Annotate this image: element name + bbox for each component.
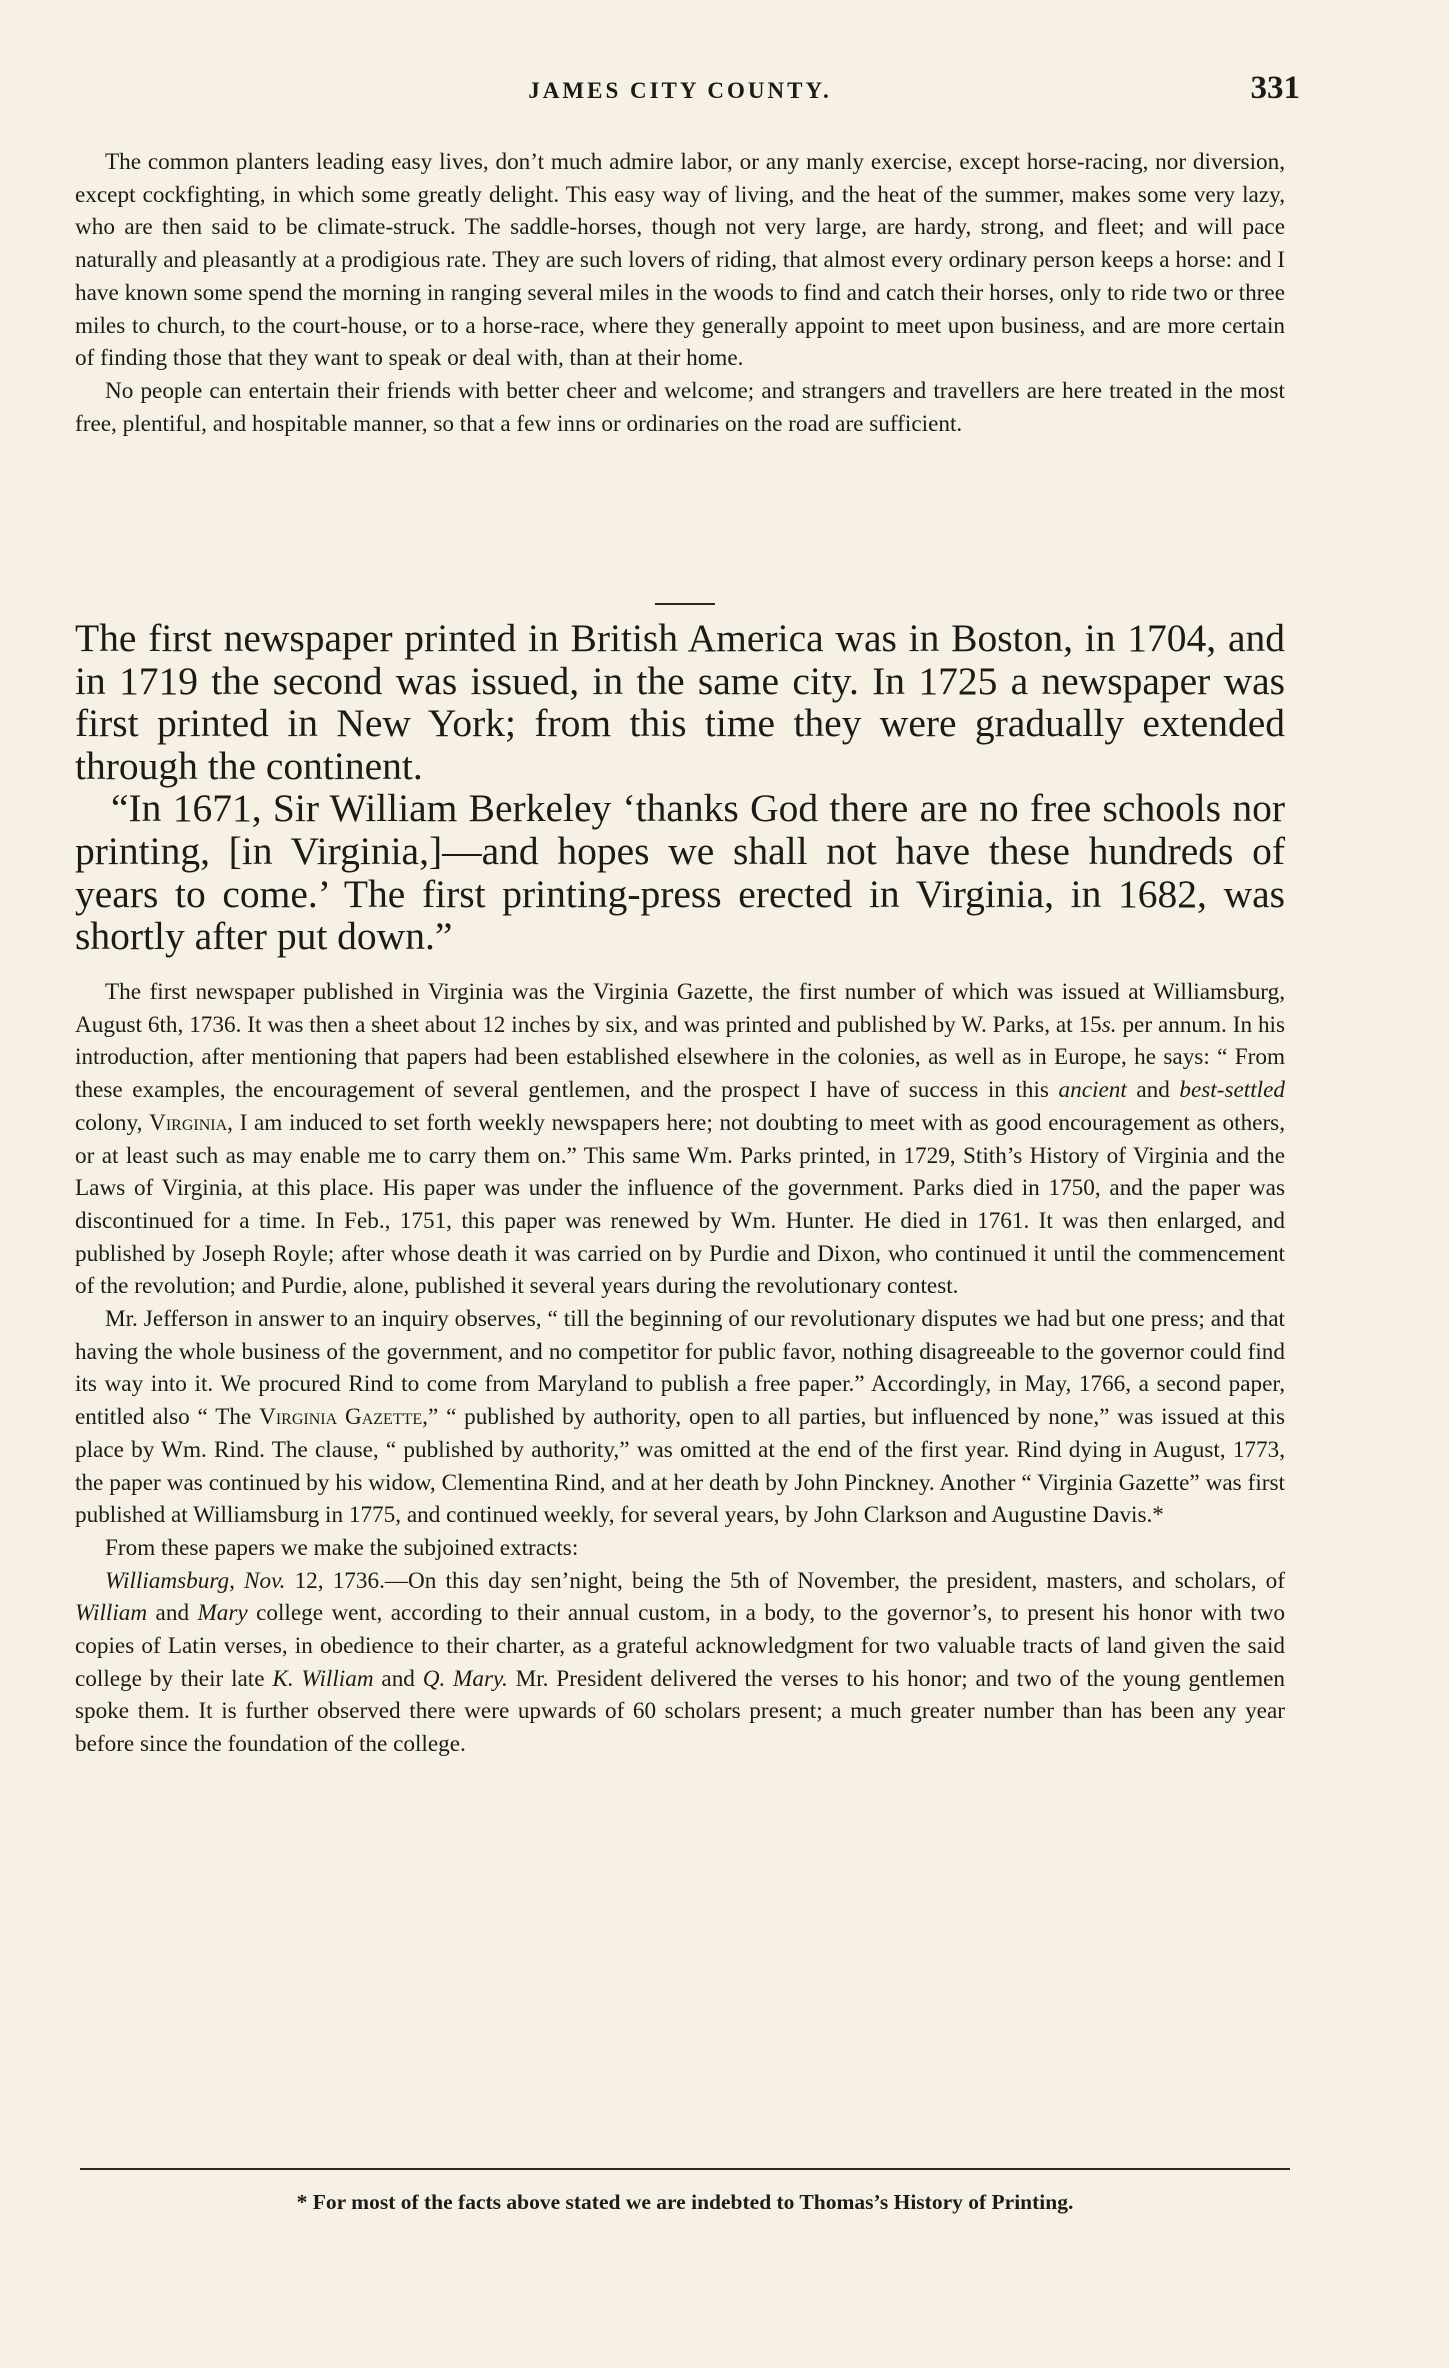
footnote-rule — [80, 2168, 1290, 2170]
paragraph-first-newspaper: The first newspaper printed in British America was in Boston, in 1704, and in 1719 the second was issued, in the same city. In 1725 a newspaper was first printed in New York; from this time they were gradually extended through the continent. — [75, 616, 1285, 788]
paragraph-virginia-gazette: The first newspaper published in Virginia was the Virginia Gazette, the first number of which was issued at Williamsburg, August 6th, 1736. It was then a sheet about 12 inches by six, and was printed and published by W. Parks, at 15s. per annum. In his introduction, after mentioning that papers had been established elsewhere in the colonies, as well as in Europe, he says: “ From these examples, the encouragement of several gentlemen, and the prospect I have of success in this ancient and best-settled colony, Virginia, I am induced to set forth weekly newspapers here; not doubting to meet with as good encouragement as others, or at least such as may enable me to carry them on.” This same Wm. Parks printed, in 1729, Stith’s History of Virginia and the Laws of Virginia, at this place. His paper was under the influence of the government. Parks died in 1750, and the paper was discontinued for a time. In Feb., 1751, this paper was renewed by Wm. Hunter. He died in 1761. It was then enlarged, and published by Joseph Royle; after whose death it was carried on by Purdie and Dixon, who continued it until the commencement of the revolution; and Purdie, alone, published it several years during the revolutionary contest. — [75, 979, 1286, 1300]
paragraph-hospitality: No people can entertain their friends with better cheer and welcome; and strangers and travellers are here treated in the most free, plentiful, and hospitable manner, so that a few inns or ordinaries on the road are sufficient. — [75, 377, 1285, 437]
footnote: * For most of the facts above stated we are indebted to Thomas’s History of Printing. — [296, 2190, 1074, 2214]
newspaper-history-section — [75, 617, 1285, 958]
gazette-section — [75, 976, 1285, 1761]
paragraph-williamsburg-extract: Williamsburg, Nov. 12, 1736.—On this day sen’night, being the 5th of November, the president, masters, and scholars, of William and Mary college went, according to their annual custom, in a body, to the governor’s, to present his honor with two copies of Latin verses, in obedience to their charter, as a grateful acknowledgment for two valuable tracts of land given the said college by their late K. William and Q. Mary. Mr. President delivered the verses to his honor; and two of the young gentlemen spoke them. It is further observed there were upwards of 60 scholars present; a much greater number than has been any year before since the foundation of the college. — [75, 1567, 1286, 1758]
running-head: JAMES CITY COUNTY. — [528, 78, 832, 103]
page-header — [80, 70, 1300, 110]
paragraph-jefferson: Mr. Jefferson in answer to an inquiry observes, “ till the beginning of our revolutionary disputes we had but one press; and that having the whole business of the government, and no competitor for public favor, nothing disagreeable to the governor could find its way into it. We procured Rind to come from Maryland to publish a free paper.” Accordingly, in May, 1766, a second paper, entitled also “ The Virginia Gazette,” “ published by authority, open to all parties, but influenced by none,” was issued at this place by Wm. Rind. The clause, “ published by authority,” was omitted at the end of the first year. Rind dying in August, 1773, the paper was continued by his widow, Clementina Rind, and at her death by John Pinckney. Another “ Virginia Gazette” was first published at Williamsburg in 1775, and continued weekly, for several years, by John Clarkson and Augustine Davis.* — [75, 1306, 1285, 1529]
paragraph-extracts-intro: From these papers we make the subjoined extracts: — [105, 1534, 579, 1561]
paragraph-berkeley-quote: “In 1671, Sir William Berkeley ‘thanks God there are no free schools nor printing, [in Virginia,]—and hopes we shall not have these hundreds of years to come.’ The first printing-press erected in Virginia, in 1682, was shortly after put down.” — [75, 786, 1285, 959]
paragraph-planters: The common planters leading easy lives, don’t much admire labor, or any manly exercise, except horse-racing, nor diversion, except cockfighting, in which some greatly delight. This easy way of living, and the heat of the summer, makes some very lazy, who are then said to be climate-struck. The saddle-horses, though not very large, are hardy, strong, and fleet; and will pace naturally and pleasantly at a prodigious rate. They are such lovers of riding, that almost every ordinary person keeps a horse: and I have known some spend the morning in ranging several miles in the woods to find and catch their horses, only to ride two or three miles to church, to the court-house, or to a horse-race, where they generally appoint to meet upon business, and are more certain of finding those that they want to speak or deal with, than at their home. — [75, 149, 1285, 372]
page-number: 331 — [1250, 70, 1300, 106]
section-divider — [655, 603, 715, 605]
planters-section — [75, 146, 1285, 440]
